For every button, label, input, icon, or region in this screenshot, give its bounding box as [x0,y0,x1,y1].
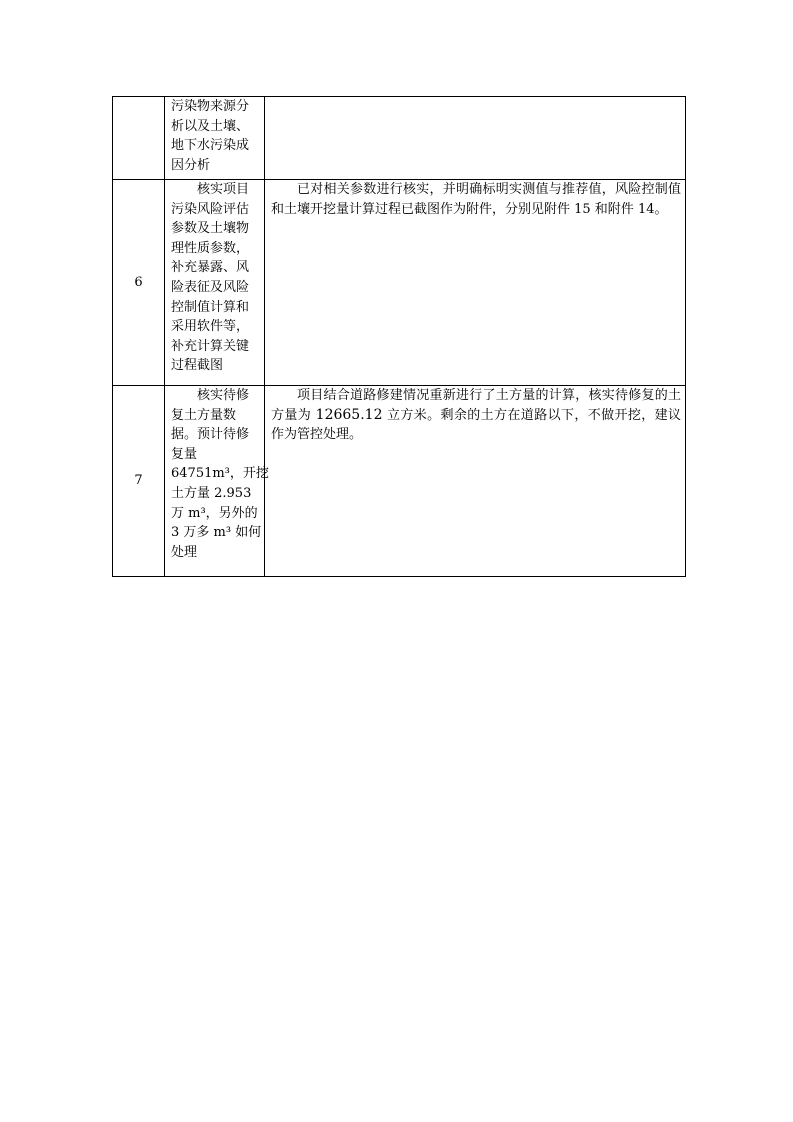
issue-line: 处理 [171,544,198,560]
issue-line: 核实项目 [197,182,250,197]
issue-line: 参数及土壤物 [171,221,250,237]
issue-line: 控制值计算和 [171,299,250,315]
row-number: 6 [113,180,165,386]
response-part: 项目结合道路修建情况重新进行了土方量的计算，核实待修复的土方量为 [271,388,681,423]
response-cell [265,97,686,180]
issue-line: 复土方量数 [171,407,237,423]
issue-line: 采用软件等， [171,319,250,335]
issue-line: 析以及土壤、 [171,118,250,134]
response-part: 立方米。剩余的土方在道路以下，不做开挖，建议作为管控处理。 [271,407,681,443]
issue-line: 过程截图 [171,358,224,374]
response-text [271,386,681,445]
response-cell [265,180,686,386]
table-row [113,97,686,180]
response-text: 已对相关参数进行核实，并明确标明实测值与推荐值，风险控制值和土壤开挖量计算过程已截图作为附件，分别见附件 15 和附件 14。 [271,182,681,217]
issue-line: 理性质参数， [171,240,250,256]
issue-line: 因分析 [171,157,211,173]
issue-line: 污染风险评估 [171,201,250,217]
soil-volume-value: 12665.12 [315,406,383,423]
row-number [113,97,165,180]
issue-line: 64751m³，开挖 [171,466,269,482]
issue-line: 地下水污染成 [171,138,250,154]
issue-cell [165,97,265,180]
issue-line: 核实待修 [197,388,250,403]
review-response-table [112,96,686,577]
row-number: 7 [113,386,165,577]
issue-line: 险表征及风险 [171,279,250,295]
issue-line: 污染物来源分 [171,99,250,114]
issue-line: 万 m³，另外的 [171,505,258,521]
issue-line: 土方量 2.953 [171,485,252,501]
table-row [113,180,686,386]
issue-line: 补充暴露、风 [171,260,250,276]
issue-line: 3 万多 m³ 如何 [171,525,262,541]
issue-cell [165,386,269,577]
issue-line: 复量 [171,446,198,462]
issue-cell [165,180,265,386]
issue-line: 补充计算关键 [171,338,250,354]
issue-line: 据。预计待修 [171,427,250,443]
response-cell [265,386,686,577]
table-row [113,386,686,577]
